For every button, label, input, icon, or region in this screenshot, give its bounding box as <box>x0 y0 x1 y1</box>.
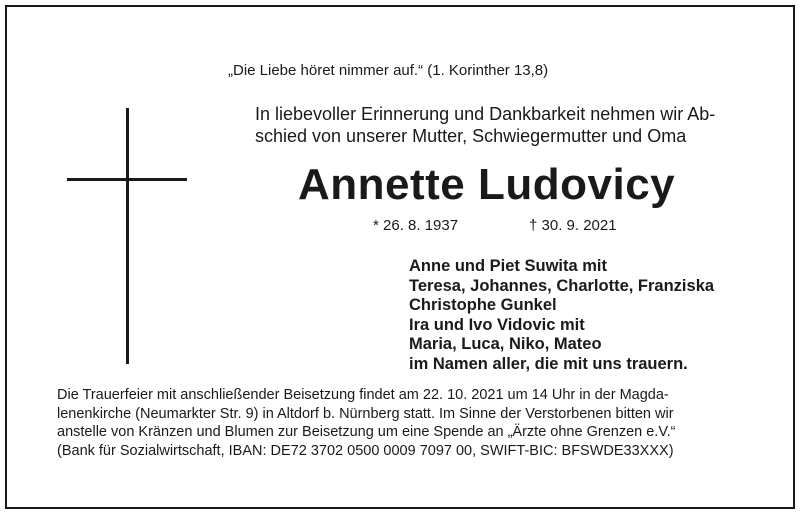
footer-line: Die Trauerfeier mit anschließender Beisetzung findet am 22. 10. 2021 um 14 Uhr in der Magda- <box>57 387 669 403</box>
intro-text <box>255 103 715 147</box>
cross-vertical-bar <box>126 108 129 364</box>
mourners-list <box>409 257 714 374</box>
footer-line: lenenkirche (Neumarkter Str. 9) in Altdorf b. Nürnberg statt. Im Sinne der Verstorbenen bitten wir <box>57 405 674 422</box>
mourner-line: im Namen aller, die mit uns trauern. <box>409 354 688 373</box>
mourner-line: Ira und Ivo Vidovic mit <box>409 315 585 334</box>
bible-quote: „Die Liebe höret nimmer auf.“ (1. Korinther 13,8) <box>228 62 549 79</box>
funeral-details <box>57 386 676 460</box>
mourner-line: Christophe Gunkel <box>409 296 557 314</box>
mourner-line: Teresa, Johannes, Charlotte, Franziska <box>409 276 715 295</box>
footer-line: anstelle von Kränzen und Blumen zur Beisetzung um eine Spende an „Ärzte ohne Grenzen e.V.“ <box>57 424 676 440</box>
footer-line: (Bank für Sozialwirtschaft, IBAN: DE72 3702 0500 0009 7097 00, SWIFT-BIC: BFSWDE33XXX) <box>57 442 674 459</box>
death-date: † 30. 9. 2021 <box>529 217 617 234</box>
deceased-name: Annette Ludovicy <box>298 160 676 209</box>
mourner-line: Maria, Luca, Niko, Mateo <box>409 335 602 353</box>
intro-line: In liebevoller Erinnerung und Dankbarkeit nehmen wir Ab- <box>255 104 716 124</box>
birth-date: * 26. 8. 1937 <box>373 217 459 234</box>
cross-horizontal-bar <box>67 178 187 181</box>
intro-line: schied von unserer Mutter, Schwiegermutter und Oma <box>255 126 687 146</box>
mourner-line: Anne und Piet Suwita mit <box>409 257 608 275</box>
